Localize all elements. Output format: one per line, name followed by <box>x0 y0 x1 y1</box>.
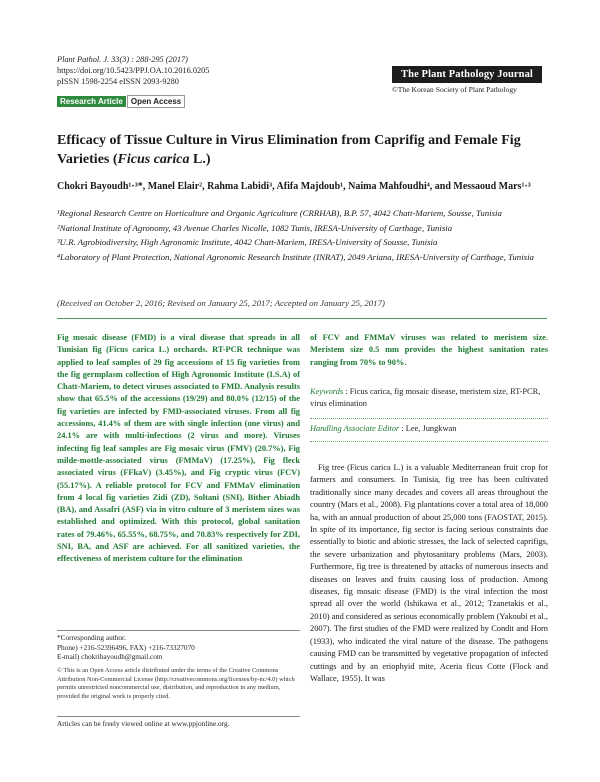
author-list: Chokri Bayoudh¹·³*, Manel Elair², Rahma Labidi³, Afifa Majdoub¹, Naima Mahfoudhi⁴, and Messaoud Mars¹·³ <box>57 181 531 192</box>
handling-divider-bottom <box>310 441 548 442</box>
handling-editor <box>310 423 548 435</box>
handling-label: Handling Associate Editor <box>310 424 400 433</box>
corresponding-email[interactable]: E-mail) chokribayoudh@gmail.com <box>57 652 163 662</box>
handling-divider-top <box>310 418 548 419</box>
corresponding-footnote <box>57 633 300 662</box>
research-article-tag: Research Article <box>57 96 126 107</box>
corresponding-label: *Corresponding author. <box>57 633 126 642</box>
journal-name-banner: The Plant Pathology Journal <box>392 66 542 83</box>
journal-reference: Plant Pathol. J. 33(3) : 288-295 (2017) <box>57 55 188 64</box>
online-notice: Articles can be freely viewed online at www.ppjonline.org. <box>57 719 230 728</box>
affiliation-3: ³U.R. Agrobiodiversity, High Agronomic Institute, 4042 Chatt-Mariem, IRESA-University of Sousse, Tunisia <box>57 237 438 248</box>
journal-meta <box>57 54 209 88</box>
title-end: L.) <box>189 152 211 167</box>
section-divider <box>57 318 547 319</box>
keywords-text: : Ficus carica, fig mosaic disease, meristem size, RT-PCR, virus elimination <box>310 387 541 409</box>
issn: pISSN 1598-2254 eISSN 2093-9280 <box>57 77 179 87</box>
license-notice: © This is an Open Access article distributed under the terms of the Creative Commons Attribution Non-Commercial License (http://creativecommons.org/licenses/by-nc/4.0) which permits unrestricted noncommercial use, distribution, and reproduction in any medium, provided the original work is properly cited. <box>57 667 295 700</box>
affiliations <box>57 208 547 266</box>
title-species: Ficus carica <box>117 152 190 167</box>
affiliation-1: ¹Regional Research Centre on Horticulture and Organic Agriculture (CRRHAB), B.P. 57, 4042 Chatt-Mariem, Sousse, Tunisia <box>57 208 502 218</box>
keywords <box>310 386 548 411</box>
keywords-label: Keywords <box>310 387 344 396</box>
corresponding-phone: Phone) +216-52396496, FAX) +216-73327070 <box>57 642 195 652</box>
doi-link[interactable]: https://doi.org/10.5423/PPJ.OA.10.2016.0205 <box>57 66 210 76</box>
article-title <box>57 131 547 169</box>
abstract-column-2: of FCV and FMMaV viruses was related to meristem size. Meristem size 0.5 mm provides the highest sanitation rates ranging from 70% to 90%. <box>310 333 548 367</box>
open-access-tag: Open Access <box>127 95 185 108</box>
society-copyright: ©The Korean Society of Plant Pathology <box>392 85 517 94</box>
intro-paragraph: Fig tree (Ficus carica L.) is a valuable Mediterranean fruit crop for farmers and consumers. In Tunisia, fig tree has been cultivated traditionally since many decades and covers all areas throughout the country (Mars et al., 2008). Fig plantations cover a total area of 18,000 ha, with an annual production of about 25,000 tons (FAOSTAT, 2015). In spite of its importance, fig sector is facing serious constraints due essentially to biotic and abiotic stresses, the lack of selected caprifigs, the severe urbanization and phytosanitary problems (Mars, 2003). Furthermore, fig tree is threatened by attacks of numerous insects and diseases on leaves and fruits causing loss of production. Among diseases, fig mosaic disease (FMD) is the viral infection the most spread all over the world (Ishikawa et al., 2012; Tzanetakis et al., 2010) and considered as serious economically problem (Yakoubi et al., 2007). The first studies of the FMD were realized by Condit and Horn (1933), who indicated the viral nature of the disease. The pathogens causing FMD can be transmitted by vegetative propagation of infected cuttings and by an eriophyid mite, Aceria ficus Cotte (Flock and Wallace, 1955). It was <box>310 463 548 683</box>
title-main: Efficacy of Tissue Culture in Virus Elimination from Caprifig and Female Fig Varieties ( <box>57 133 521 167</box>
article-tags <box>57 97 185 106</box>
received-dates: (Received on October 2, 2016; Revised on January 25, 2017; Accepted on January 25, 2017) <box>57 298 385 308</box>
abstract-column-1: Fig mosaic disease (FMD) is a viral disease that spreads in all Tunisian fig (Ficus carica L.) orchards. RT-PCR technique was applied to leaf samples of 29 fig accessions of 15 fig varieties from the fig germplasm collection of High Agronomic Institute (I.S.A) of Chatt-Mariem, to detect viruses associated to FMD. Analysis results show that 65.5% of the accessions (19/29) and 80.0% (12/15) of the fig varieties are infected by FMD-associated viruses. From all fig accessions, 41.4% of them are with single infection (one virus) and 24.1% are with multi-infections (2 virus and more). Viruses infecting fig leaf samples are Fig mosaic virus (FMV) (20.7%), Fig mildе-mottle-associated virus (FMMaV) (17.25%), Fig fleck associated virus (FFkaV) (3.45%), and Fig cryptic virus (FCV) (55.17%). A reliable protocol for FCV and FMMaV elimination from 4 local fig varieties Zidi (ZD), Soltani (SNI), Bither Abiadh (BA), and Assafri (ASF) via in vitro culture of 3 meristem sizes was established and optimized. With this protocol, global sanitation rates of 79.46%, 65.55%, 68.75%, and 70.83% respectively for ZDI, SNI, BA, and ASF are achieved. For all sanitized varieties, the effectiveness of meristem culture for the elimination <box>57 333 300 564</box>
affiliation-2: ²National Institute of Agronomy, 43 Avenue Charles Nicolle, 1082 Tunis, IRESA-University of Carthage, Tunisia <box>57 222 453 233</box>
handling-name: : Lee, Jungkwan <box>399 424 457 433</box>
footnote-divider <box>57 630 300 631</box>
footnote-divider-2 <box>57 716 300 717</box>
introduction-text <box>310 462 548 685</box>
affiliation-4: ⁴Laboratory of Plant Protection, National Agronomic Research Institute (INRAT), 2049 Ariana, IRESA-University of Carthage, Tunisia <box>57 251 534 262</box>
